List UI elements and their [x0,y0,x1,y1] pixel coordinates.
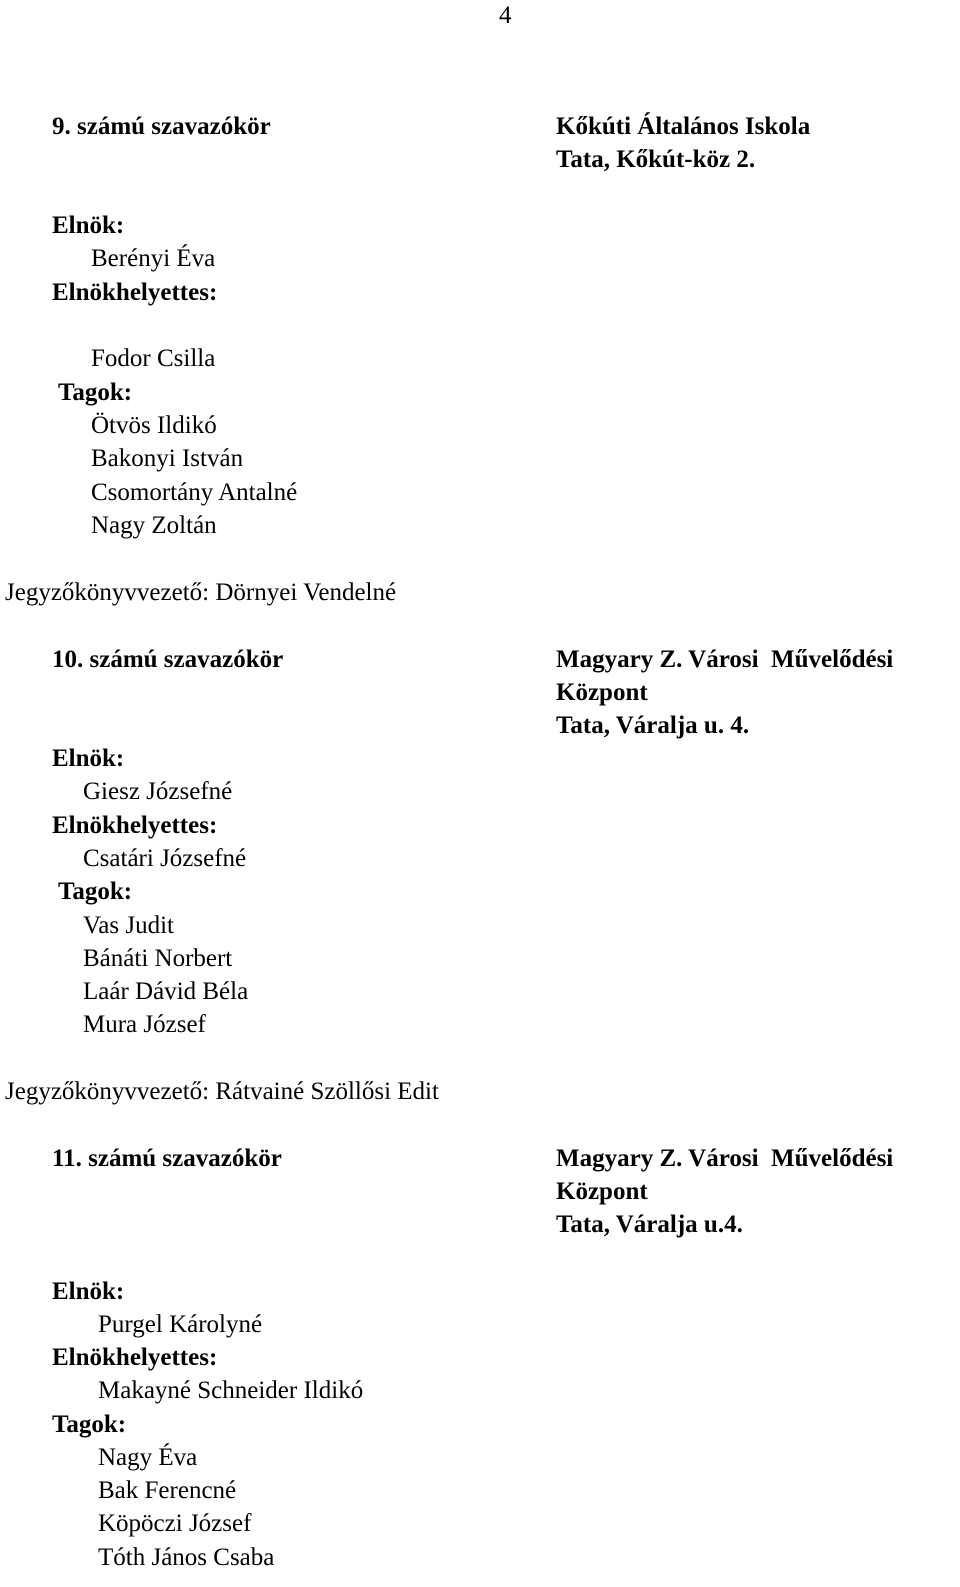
elnok-name: Berényi Éva [91,245,216,272]
jegyzo-name: Dörnyei Vendelné [215,579,397,606]
member-name: Bakonyi István [91,445,244,472]
member-name: Bánáti Norbert [83,945,233,972]
jegyzo-name: Rátvainé Szöllősi Edit [215,1078,439,1105]
member-name: Mura József [83,1011,206,1038]
member-name: Nagy Zoltán [91,512,217,539]
elnokhelyettes-name: Csatári Józsefné [83,845,247,872]
elnok-label: Elnök: [52,1278,125,1305]
member-name: Nagy Éva [98,1444,198,1471]
page-number: 4 [499,2,512,29]
member-name: Vas Judit [83,912,174,939]
venue-line: Tata, Kőkút-köz 2. [556,146,756,173]
elnokhelyettes-label: Elnökhelyettes: [52,1344,218,1371]
member-name: Ötvös Ildikó [91,412,217,439]
elnokhelyettes-name: Makayné Schneider Ildikó [98,1377,364,1404]
venue-line: Kőkúti Általános Iskola [556,113,811,140]
member-name: Bak Ferencné [98,1477,237,1504]
district-heading: 9. számú szavazókör [52,113,271,140]
tagok-label: Tagok: [58,379,133,406]
venue-line: Tata, Váralja u. 4. [556,712,750,739]
venue-line: Magyary Z. Városi Művelődési [556,646,894,673]
elnok-name: Purgel Károlyné [98,1311,263,1338]
elnokhelyettes-name: Fodor Csilla [91,345,216,372]
jegyzo-label: Jegyzőkönyvvezető: [5,1078,210,1105]
jegyzo-line [5,580,396,605]
tagok-label: Tagok: [52,1411,127,1438]
venue-line: Központ [556,1178,648,1205]
elnokhelyettes-label: Elnökhelyettes: [52,812,218,839]
elnok-label: Elnök: [52,745,125,772]
member-name: Köpöczi József [98,1510,252,1537]
jegyzo-label: Jegyzőkönyvvezető: [5,579,210,606]
member-name: Tóth János Csaba [98,1544,275,1571]
elnok-name: Giesz Józsefné [83,778,233,805]
district-heading: 11. számú szavazókör [52,1145,282,1172]
venue-line: Magyary Z. Városi Művelődési [556,1145,894,1172]
jegyzo-line [5,1079,439,1104]
district-heading: 10. számú szavazókör [52,646,284,673]
elnok-label: Elnök: [52,212,125,239]
member-name: Laár Dávid Béla [83,978,249,1005]
tagok-label: Tagok: [58,878,133,905]
venue-line: Központ [556,679,648,706]
member-name: Csomortány Antalné [91,479,298,506]
venue-line: Tata, Váralja u.4. [556,1211,743,1238]
elnokhelyettes-label: Elnökhelyettes: [52,279,218,306]
